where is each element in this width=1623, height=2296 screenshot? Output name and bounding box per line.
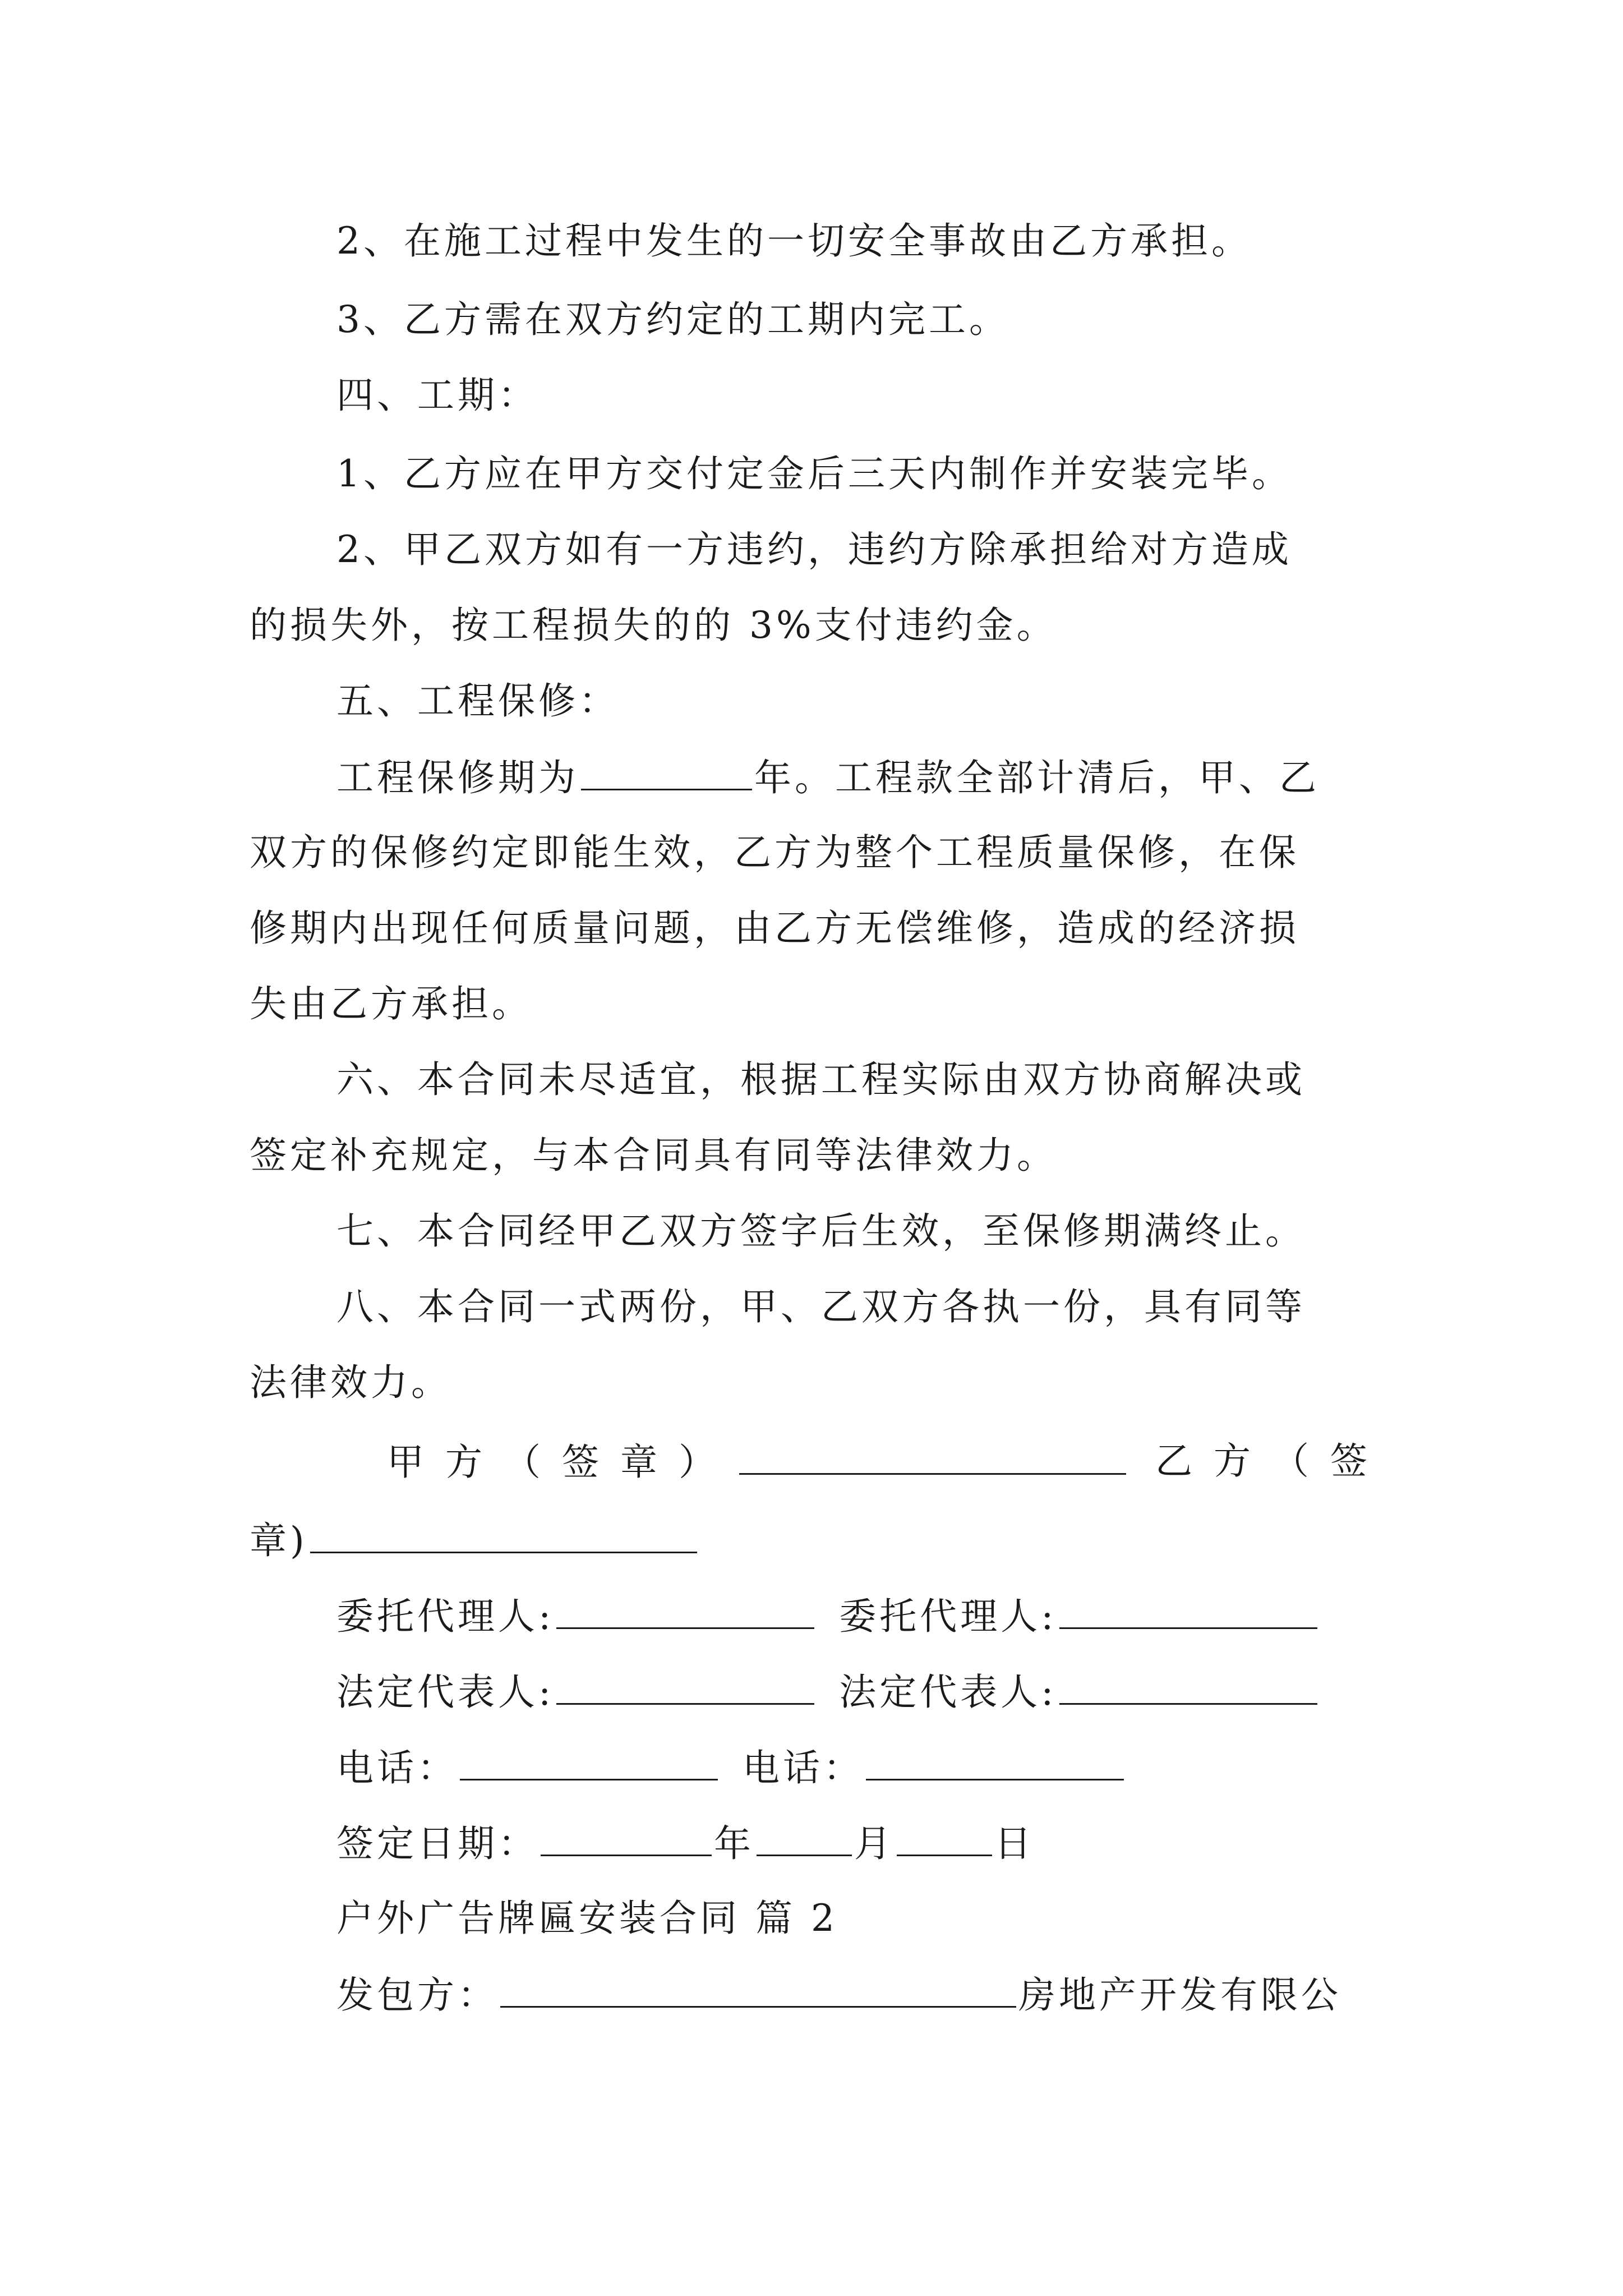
party-b-signature	[250, 1515, 699, 1565]
legal-rep-row	[336, 1666, 1320, 1717]
legal-rep-label-b: 法定代表人:	[839, 1671, 1057, 1714]
phone-blank-b	[866, 1742, 1124, 1780]
party-b-label-end: 章)	[250, 1519, 308, 1562]
party-b-sign-blank	[310, 1515, 697, 1553]
party-b-label-start	[1155, 1436, 1389, 1487]
contractor-suffix: 房地产开发有限公	[1018, 1973, 1341, 2017]
date-year: 年	[714, 1822, 754, 1865]
warranty-years-blank	[581, 752, 752, 790]
agent-blank-b	[1059, 1590, 1317, 1629]
clause-deadline: 3、乙方需在双方约定的工期内完工。	[336, 298, 1009, 341]
section-heading-schedule: 四、工期：	[336, 374, 538, 417]
clause-install-time: 1、乙方应在甲方交付定金后三天内制作并安装完毕。	[336, 452, 1292, 495]
date-day-blank	[897, 1818, 992, 1856]
contractor-blank	[500, 1969, 1016, 2008]
clause-supplement-line2: 签定补充规定，与本合同具有同等法律效力。	[250, 1134, 1057, 1177]
date-month: 月	[854, 1822, 895, 1865]
agent-label-b: 委托代理人:	[839, 1595, 1057, 1638]
phone-label-a: 电话：	[336, 1746, 458, 1789]
warranty-period-rest: 年。工程款全部计清后，甲、乙	[754, 756, 1320, 799]
party-a-label: 甲方（签章）	[387, 1441, 737, 1484]
clause-effective: 七、本合同经甲乙双方签字后生效，至保修期满终止。	[336, 1209, 1306, 1253]
party-b-label: 乙方（签	[1155, 1439, 1389, 1483]
clause-copies-line2: 法律效力。	[250, 1361, 451, 1404]
agent-label-a: 委托代理人:	[336, 1595, 555, 1638]
section-heading-warranty: 五、工程保修：	[336, 679, 619, 723]
party-a-sign-blank	[739, 1436, 1126, 1475]
clause-warranty-line3: 修期内出现任何质量问题，由乙方无偿维修，造成的经济损	[250, 907, 1299, 950]
date-day: 日	[994, 1822, 1035, 1865]
agent-blank-a	[556, 1590, 814, 1629]
clause-copies-line1: 八、本合同一式两份，甲、乙双方各执一份，具有同等	[336, 1285, 1306, 1328]
clause-supplement-line1: 六、本合同未尽适宜，根据工程实际由双方协商解决或	[336, 1058, 1306, 1101]
clause-warranty-line4: 失由乙方承担。	[250, 982, 532, 1025]
clause-breach-line2: 的损失外，按工程损失的的 3%支付违约金。	[250, 604, 1057, 647]
date-year-blank	[541, 1818, 712, 1856]
warranty-period-label: 工程保修期为	[336, 756, 579, 799]
date-row	[336, 1818, 1035, 1868]
legal-rep-blank-a	[556, 1666, 814, 1705]
phone-label-b: 电话：	[743, 1746, 864, 1789]
next-contract-title: 户外广告牌匾安装合同 篇 2	[336, 1897, 838, 1940]
date-label: 签定日期：	[336, 1822, 538, 1865]
party-a-signature	[387, 1436, 1128, 1487]
clause-warranty-line1	[336, 752, 1320, 802]
date-month-blank	[757, 1818, 852, 1856]
contractor-row	[336, 1969, 1341, 2019]
contractor-label: 发包方：	[336, 1973, 498, 2017]
legal-rep-blank-b	[1059, 1666, 1317, 1705]
agent-row	[336, 1590, 1320, 1641]
legal-rep-label-a: 法定代表人:	[336, 1671, 555, 1714]
phone-blank-a	[460, 1742, 718, 1780]
clause-breach-line1: 2、甲乙双方如有一方违约，违约方除承担给对方造成	[336, 528, 1292, 571]
clause-warranty-line2: 双方的保修约定即能生效，乙方为整个工程质量保修，在保	[250, 831, 1299, 874]
clause-safety: 2、在施工过程中发生的一切安全事故由乙方承担。	[336, 219, 1252, 263]
phone-row	[336, 1742, 1126, 1792]
